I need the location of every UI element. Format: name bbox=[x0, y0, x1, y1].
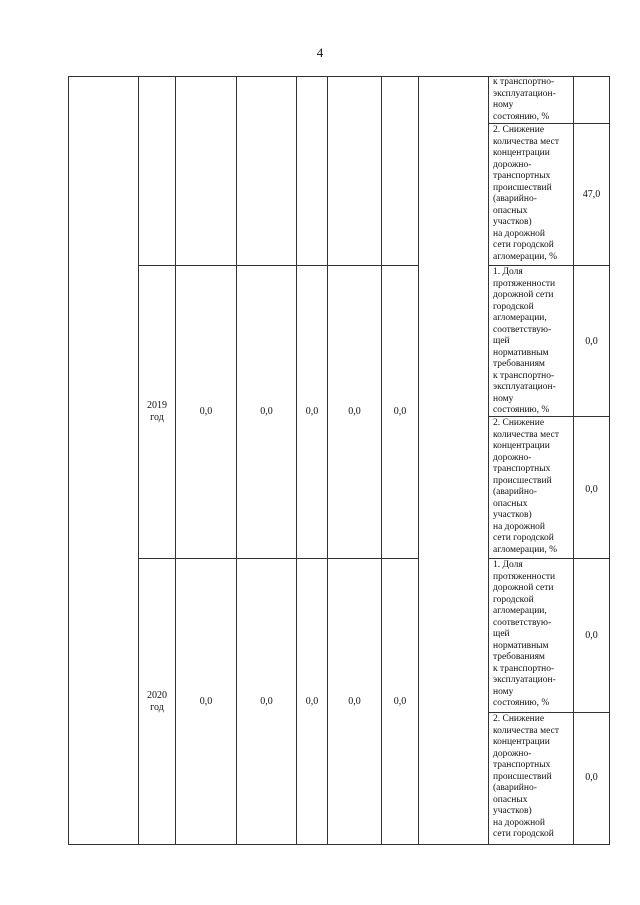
value-cell: 0,0 bbox=[348, 696, 361, 707]
indicator-value: 0,0 bbox=[585, 630, 598, 641]
indicator-value: 47,0 bbox=[582, 189, 601, 200]
indicator-1-partial: к транспортно- эксплуатацион- ному состоянию, % bbox=[493, 77, 556, 122]
value-cell: 0,0 bbox=[260, 406, 273, 417]
value-cell: 0,0 bbox=[199, 406, 213, 417]
value-cell: 0,0 bbox=[393, 696, 407, 707]
value-cell: 0,0 bbox=[305, 406, 319, 417]
indicator-value: 0,0 bbox=[585, 336, 598, 347]
value-cell: 0,0 bbox=[199, 696, 213, 707]
indicator-1: 1. Доля протяженности дорожной сети городской агломерации, соответствую- щей нормативным требованиям к транспортно- эксплуатацион- ному состоянию, % bbox=[493, 267, 556, 415]
value-cell: 0,0 bbox=[393, 406, 407, 417]
value-cell: 0,0 bbox=[305, 696, 319, 707]
year-cell: 2019 год bbox=[147, 400, 167, 423]
indicator-2-partial: 2. Снижение количества мест концентрации дорожно- транспортных происшествий (аварийно- опасных участков) на дорожной сети городской bbox=[493, 714, 559, 839]
indicator-2: 2. Снижение количества мест концентрации дорожно- транспортных происшествий (аварийно- опасных участков) на дорожной сети городской агломерации, % bbox=[493, 418, 559, 555]
page-number: 4 bbox=[316, 45, 324, 60]
indicator-value: 0,0 bbox=[585, 484, 598, 495]
indicator-1: 1. Доля протяженности дорожной сети городской агломерации, соответствую- щей нормативным требованиям к транспортно- эксплуатацион- ному состоянию, % bbox=[493, 560, 556, 708]
indicator-value: 0,0 bbox=[585, 772, 598, 783]
value-cell: 0,0 bbox=[260, 696, 273, 707]
year-cell: 2020 год bbox=[147, 690, 167, 713]
value-cell: 0,0 bbox=[348, 406, 361, 417]
indicator-2: 2. Снижение количества мест концентрации дорожно- транспортных происшествий (аварийно- опасных участков) на дорожной сети городской агломерации, % bbox=[493, 125, 559, 262]
